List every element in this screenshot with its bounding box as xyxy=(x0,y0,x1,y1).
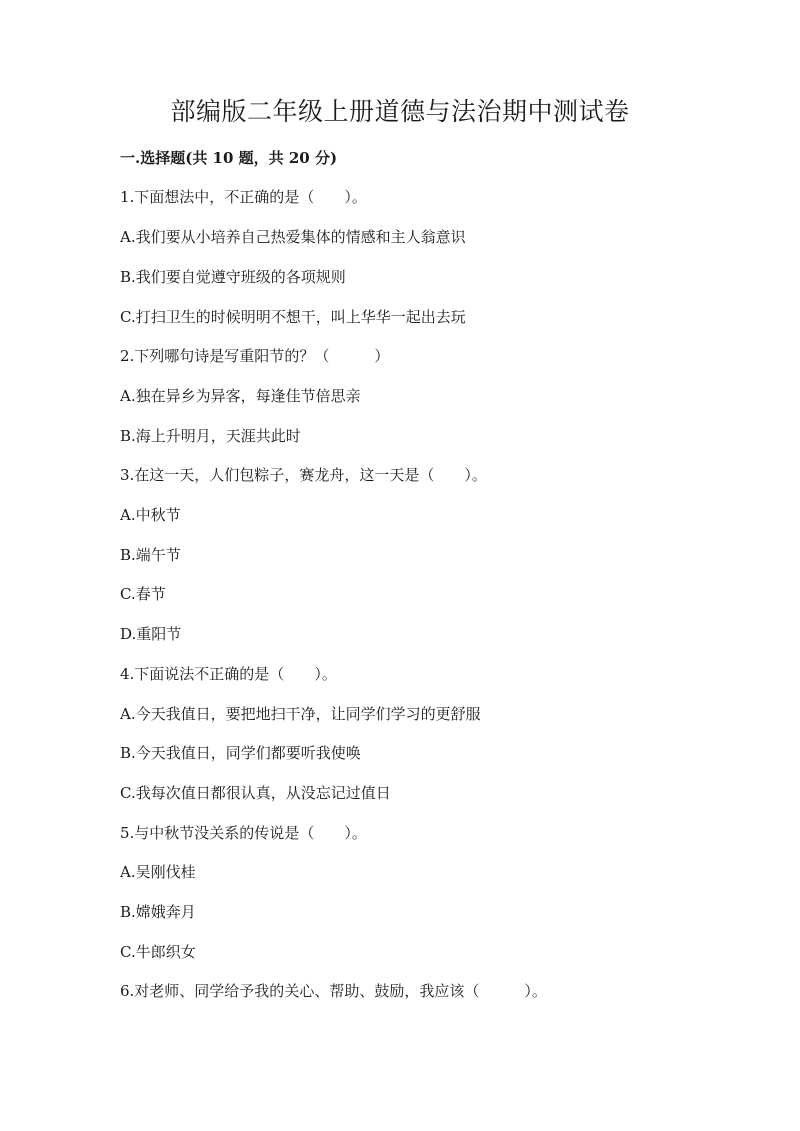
question-5: 5.与中秋节没关系的传说是（ ）。 xyxy=(120,824,367,842)
question-2-option-b: B.海上升明月，天涯共此时 xyxy=(120,427,301,445)
question-3-option-d: D.重阳节 xyxy=(120,625,182,643)
question-3-option-a: A.中秋节 xyxy=(120,506,181,524)
question-4: 4.下面说法不正确的是（ ）。 xyxy=(120,665,337,683)
question-2-option-a: A.独在异乡为异客，每逢佳节倍思亲 xyxy=(120,387,361,405)
question-6: 6.对老师、同学给予我的关心、帮助、鼓励，我应该（ ）。 xyxy=(120,982,547,1000)
question-4-option-a: A.今天我值日，要把地扫干净，让同学们学习的更舒服 xyxy=(120,705,481,723)
question-1: 1.下面想法中，不正确的是（ ）。 xyxy=(120,188,367,206)
question-5-option-a: A.吴刚伐桂 xyxy=(120,863,196,881)
question-5-option-b: B.嫦娥奔月 xyxy=(120,903,196,921)
question-2: 2.下列哪句诗是写重阳节的？（ ） xyxy=(120,347,390,365)
question-4-option-b: B.今天我值日，同学们都要听我使唤 xyxy=(120,744,361,762)
question-5-option-c: C.牛郎织女 xyxy=(120,943,196,961)
question-1-option-a: A.我们要从小培养自己热爱集体的情感和主人翁意识 xyxy=(120,228,466,246)
question-3: 3.在这一天，人们包粽子，赛龙舟，这一天是（ ）。 xyxy=(120,466,487,484)
page-title: 部编版二年级上册道德与法治期中测试卷 xyxy=(170,97,630,126)
question-3-option-b: B.端午节 xyxy=(120,546,181,564)
question-1-option-c: C.打扫卫生的时候明明不想干，叫上华华一起出去玩 xyxy=(120,308,466,326)
section-heading: 一.选择题(共 10 题，共 20 分) xyxy=(120,149,338,167)
question-4-option-c: C.我每次值日都很认真，从没忘记过值日 xyxy=(120,784,391,802)
question-1-option-b: B.我们要自觉遵守班级的各项规则 xyxy=(120,268,346,286)
question-3-option-c: C.春节 xyxy=(120,585,166,603)
